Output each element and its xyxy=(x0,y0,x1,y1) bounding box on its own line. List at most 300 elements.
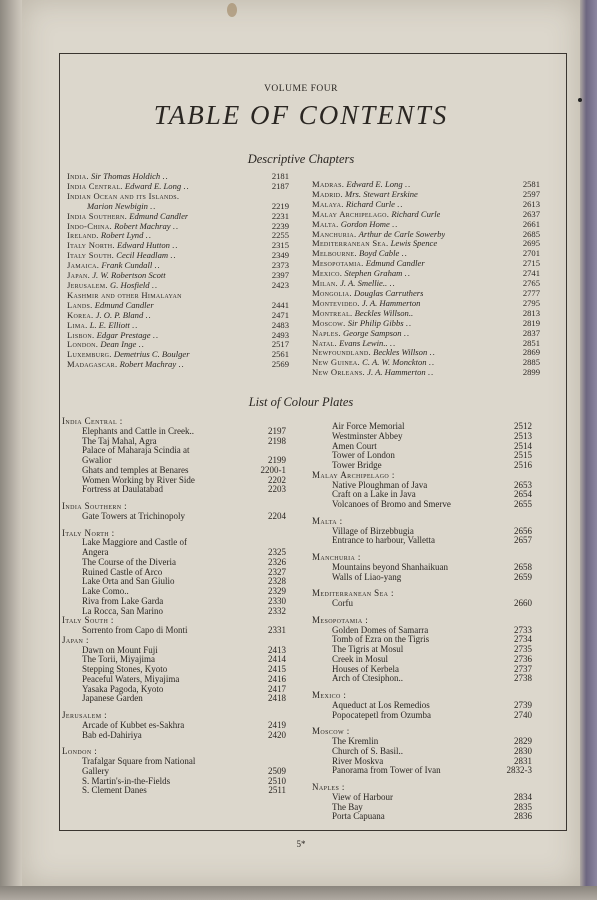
chapter-row xyxy=(312,269,540,279)
plate-title: Panorama from Tower of Ivan xyxy=(332,765,441,776)
plate-page: 2325 xyxy=(268,547,286,557)
leader-dots: .. xyxy=(429,348,436,358)
chapter-place: Natal. xyxy=(312,338,338,348)
chapter-author: Evans Lewin.. xyxy=(339,338,388,348)
plate-title: Westminster Abbey xyxy=(332,430,403,441)
leader-dots: .. xyxy=(172,221,180,231)
chapter-place: Korea. xyxy=(67,310,94,320)
chapter-row xyxy=(312,319,540,329)
chapter-entry xyxy=(67,350,190,360)
chapter-place: Madrid. xyxy=(312,189,343,199)
chapter-place: Lisbon. xyxy=(67,330,95,340)
leader-dots: .. xyxy=(401,249,408,259)
plate-page: 2829 xyxy=(514,736,532,746)
chapter-place: New Orleans. xyxy=(312,368,365,378)
plate-title: Amen Court xyxy=(332,440,377,451)
leader-dots: .. xyxy=(162,172,169,181)
chapter-entry xyxy=(312,200,403,210)
plate-page: 2830 xyxy=(514,745,532,756)
chapter-place: Italy South. xyxy=(67,251,115,261)
plate-row xyxy=(312,766,532,776)
plate-title: Yasaka Pagoda, Kyoto xyxy=(82,683,164,694)
chapter-author: Edgar Prestage xyxy=(96,330,151,340)
plate-page: 2657 xyxy=(514,535,532,546)
chapter-entry xyxy=(312,269,411,279)
plate-section-heading: London : xyxy=(62,746,98,757)
plate-title: Craft on a Lake in Java xyxy=(332,489,416,500)
plate-title: Peaceful Waters, Miyajima xyxy=(82,673,180,684)
chapter-place: Mexico. xyxy=(312,269,343,279)
chapter-place: Newfoundland. xyxy=(312,348,371,358)
chapter-row xyxy=(312,348,540,358)
plate-section-heading: India Central : xyxy=(62,416,123,426)
plate-section-heading: Manchuria : xyxy=(312,552,361,562)
leader-dots: .. xyxy=(152,330,159,340)
leader-dots: .. xyxy=(172,241,179,251)
chapter-page: 2315 xyxy=(271,240,289,251)
plate-title: The Course of the Diveria xyxy=(82,556,176,567)
plate-title: Women Working by River Side xyxy=(82,474,195,485)
plate-title: Golden Domes of Samarra xyxy=(332,624,429,635)
page-bottom-shadow xyxy=(0,886,597,900)
plate-page: 2329 xyxy=(268,586,286,596)
chapter-entry xyxy=(312,368,434,378)
plate-section-heading: Italy North : xyxy=(62,527,115,538)
chapter-author: Robert Machray xyxy=(119,360,177,370)
chapter-entry xyxy=(67,271,166,281)
plate-title: The Bay xyxy=(332,801,363,812)
plate-title: Tomb of Ezra on the Tigris xyxy=(332,634,430,645)
leader-dots: .. xyxy=(178,360,185,370)
chapter-page: 2397 xyxy=(271,270,289,281)
chapter-entry xyxy=(67,360,185,370)
chapter-page: 2869 xyxy=(522,347,540,358)
chapter-page: 2777 xyxy=(522,287,540,298)
plate-page: 2419 xyxy=(268,719,286,730)
plate-page: 2516 xyxy=(514,460,532,470)
leader-dots: .. xyxy=(154,261,161,271)
plate-row xyxy=(62,512,286,522)
plate-title: Stepping Stones, Kyoto xyxy=(82,664,168,674)
plate-page: 2659 xyxy=(514,571,532,582)
chapter-place: Lands. xyxy=(67,300,93,310)
chapter-place: Manchuria. xyxy=(312,229,357,239)
leader-dots: .. xyxy=(389,338,397,348)
plate-title: Air Force Memorial xyxy=(332,421,405,431)
chapter-row xyxy=(312,309,540,319)
plate-title: S. Martin's-in-the-Fields xyxy=(82,775,171,786)
plate-title: Corfu xyxy=(332,598,353,608)
chapter-place: Madagascar. xyxy=(67,360,118,370)
plate-page: 2420 xyxy=(268,729,286,740)
chapter-page: 2637 xyxy=(522,208,540,219)
chapter-row xyxy=(67,212,289,222)
plate-page: 2326 xyxy=(268,556,286,567)
plate-page: 2416 xyxy=(268,673,286,684)
chapter-author: Marion Newbigin xyxy=(87,201,148,211)
chapter-row xyxy=(67,251,289,261)
chapter-author: Sir Thomas Holdich xyxy=(90,172,161,181)
plate-section-heading: Malta : xyxy=(312,515,343,526)
plate-row xyxy=(312,599,532,609)
chapter-author: Edmund Candler xyxy=(94,300,154,310)
chapter-row xyxy=(312,230,540,240)
plate-page: 2198 xyxy=(268,435,286,446)
spacer xyxy=(312,510,532,517)
plate-page: 2509 xyxy=(268,765,286,776)
chapter-entry xyxy=(312,259,425,269)
plate-page: 2653 xyxy=(514,479,532,490)
chapter-page: 2695 xyxy=(522,238,540,249)
chapter-entry xyxy=(312,249,408,259)
stain-mark xyxy=(227,3,237,17)
plate-title: Mountains beyond Shanhaikuan xyxy=(332,561,448,572)
plate-title: Angera xyxy=(82,547,109,557)
chapter-author: Edward Hutton xyxy=(117,241,170,251)
chapter-row xyxy=(67,172,289,182)
chapter-page: 2819 xyxy=(522,317,540,328)
chapter-entry xyxy=(67,321,138,331)
chapter-author: J. O. P. Bland xyxy=(95,310,144,320)
chapter-author: Dean Inge xyxy=(100,340,137,350)
chapter-row xyxy=(67,340,289,350)
chapter-place: Japan. xyxy=(67,271,91,281)
plate-row xyxy=(62,731,286,741)
leader-dots: .. xyxy=(397,199,404,209)
leader-dots: .. xyxy=(151,280,159,290)
chapter-page: 2471 xyxy=(271,309,289,320)
plate-row xyxy=(312,536,532,546)
plate-page: 2327 xyxy=(268,566,286,577)
chapter-place: Malta. xyxy=(312,219,339,229)
chapter-entry xyxy=(312,339,396,349)
plate-page: 2328 xyxy=(268,576,286,587)
chapter-place: Naples. xyxy=(312,328,341,338)
chapter-place: Melbourne. xyxy=(312,249,357,259)
chapter-author: Edward E. Long xyxy=(124,181,182,191)
chapter-row xyxy=(67,182,289,192)
chapter-author: J. A. Hammerton xyxy=(361,298,421,308)
chapter-place: Madras. xyxy=(312,180,345,189)
plate-page: 2735 xyxy=(514,644,532,654)
chapter-entry xyxy=(312,329,410,339)
plate-row xyxy=(62,786,286,796)
chapter-author: Edward E. Long xyxy=(346,180,403,189)
plate-title: Lake Maggiore and Castle of xyxy=(82,537,187,548)
plate-title: Aqueduct at Los Remedios xyxy=(332,699,430,710)
chapter-row xyxy=(312,180,540,190)
chapter-author: Boyd Cable xyxy=(358,249,400,259)
chapter-row xyxy=(67,281,289,291)
leader-dots: .. xyxy=(132,320,139,330)
chapter-entry xyxy=(312,309,413,319)
plate-section-heading: Mexico : xyxy=(312,690,347,700)
chapter-row xyxy=(312,289,540,299)
chapter-page: 2613 xyxy=(522,198,540,209)
chapter-row xyxy=(67,321,289,331)
chapter-place: Montevideo. xyxy=(312,298,360,308)
chapter-page: 2661 xyxy=(522,218,540,229)
chapter-place: Jerusalem. xyxy=(67,280,108,290)
chapter-author: Edmund Candler xyxy=(129,211,189,221)
plate-title: View of Harbour xyxy=(332,791,393,802)
chapter-entry xyxy=(67,172,169,182)
plate-title: Elephants and Cattle in Creek.. xyxy=(82,425,194,436)
chapter-entry xyxy=(312,239,437,249)
chapter-place: India Southern. xyxy=(67,211,128,221)
plate-title: Sorrento from Capo di Monti xyxy=(82,625,188,635)
chapter-entry xyxy=(67,251,177,261)
page-number: 5* xyxy=(296,839,306,849)
plate-page: 2654 xyxy=(514,489,532,500)
chapter-page: 2597 xyxy=(522,188,540,199)
chapter-page: 2423 xyxy=(271,279,289,290)
plate-title: Fortress at Daulatabad xyxy=(82,484,163,495)
plate-row xyxy=(312,812,532,822)
chapter-entry xyxy=(312,299,420,309)
plate-title: Dawn on Mount Fuji xyxy=(82,644,158,655)
plate-title: Gwalior xyxy=(82,455,112,465)
chapter-page: 2483 xyxy=(271,319,289,330)
chapter-page: 2373 xyxy=(271,260,289,271)
chapter-entry xyxy=(67,231,152,241)
chapter-entry xyxy=(312,358,435,368)
chapter-author: J. W. Robertson Scott xyxy=(92,271,166,281)
chapter-row xyxy=(312,279,540,289)
chapter-row xyxy=(67,261,289,271)
chapter-place: Jamaica. xyxy=(67,261,100,271)
chapter-page: 2837 xyxy=(522,327,540,338)
plate-title: Tower of London xyxy=(332,450,395,461)
chapter-entry xyxy=(312,180,411,190)
chapter-author: J. A. Smellie.. xyxy=(340,279,388,289)
chapter-page: 2885 xyxy=(522,357,540,368)
chapter-page: 2715 xyxy=(522,258,540,269)
leader-dots: .. xyxy=(405,318,413,328)
chapter-place: Mesopotamia. xyxy=(312,259,364,269)
chapter-row xyxy=(312,259,540,269)
plate-title: Gallery xyxy=(82,765,109,776)
chapter-place: India. xyxy=(67,172,89,181)
chapter-author: G. Hosfield xyxy=(109,280,150,290)
plate-title: Tower Bridge xyxy=(332,460,382,470)
plate-title: S. Clement Danes xyxy=(82,785,147,796)
chapter-entry xyxy=(67,212,188,222)
plate-section-heading: Naples : xyxy=(312,782,345,792)
chapter-row xyxy=(67,301,289,311)
chapter-place: Montreal. xyxy=(312,308,353,318)
chapter-entry xyxy=(312,289,423,299)
page-title: TABLE OF CONTENTS xyxy=(153,100,449,130)
chapter-row xyxy=(312,210,540,220)
plate-title: The Kremlin xyxy=(332,736,379,746)
plate-page: 2656 xyxy=(514,525,532,536)
plate-page: 2511 xyxy=(268,785,286,796)
plate-page: 2655 xyxy=(514,499,532,509)
plate-title: Entrance to harbour, Valletta xyxy=(332,535,435,546)
leader-dots: .. xyxy=(428,358,436,368)
chapter-page: 2561 xyxy=(271,349,289,360)
chapter-page: 2231 xyxy=(271,210,289,221)
plate-row xyxy=(312,674,532,684)
chapter-entry xyxy=(67,261,161,271)
chapter-page: 2701 xyxy=(522,248,540,259)
leader-dots: .. xyxy=(170,251,177,261)
plate-title: Porta Capuana xyxy=(332,811,385,822)
plate-page: 2834 xyxy=(514,791,532,802)
chapter-author: Beckles Willson xyxy=(373,348,428,358)
chapter-entry xyxy=(312,319,412,329)
chapter-row xyxy=(67,350,289,360)
plate-page: 2658 xyxy=(514,561,532,572)
leader-dots: .. xyxy=(427,368,435,378)
chapter-row xyxy=(67,271,289,281)
plate-page: 2512 xyxy=(514,421,532,431)
chapter-page: 2349 xyxy=(271,250,289,261)
chapter-author: Richard Curle xyxy=(345,199,395,209)
descriptive-heading: Descriptive Chapters xyxy=(247,152,355,166)
plate-page: 2836 xyxy=(514,811,532,822)
plate-title: Gate Towers at Trichinopoly xyxy=(82,510,185,521)
chapter-author: Arthur de Carle Sowerby xyxy=(358,229,446,239)
chapter-page: 2581 xyxy=(522,179,540,189)
plate-title: Church of S. Basil.. xyxy=(332,745,403,756)
chapter-entry xyxy=(67,291,182,301)
chapter-row xyxy=(312,329,540,339)
plate-page: 2414 xyxy=(268,654,286,665)
plate-title: River Moskva xyxy=(332,755,384,766)
chapter-row xyxy=(67,331,289,341)
chapter-author: George Sampson xyxy=(342,328,402,338)
plate-title: The Taj Mahal, Agra xyxy=(82,435,157,446)
plate-title: The Torii, Miyajima xyxy=(82,654,155,665)
plate-section-heading: India Southern : xyxy=(62,501,128,511)
chapter-entry xyxy=(67,222,179,232)
plate-title: Palace of Maharaja Scindia at xyxy=(82,445,190,456)
chapter-entry xyxy=(67,301,154,311)
plate-row xyxy=(62,485,286,495)
descriptive-list-left xyxy=(67,172,289,370)
chapter-author: Stephen Graham xyxy=(344,269,403,279)
chapter-place: Mediterranean Sea. xyxy=(312,239,389,249)
chapter-entry xyxy=(312,210,440,220)
chapter-page: 2255 xyxy=(271,230,289,241)
chapter-author: Edmund Candler xyxy=(365,259,425,269)
plate-section-heading: Jerusalem : xyxy=(62,710,107,720)
chapter-page: 2741 xyxy=(522,268,540,279)
chapter-page: 2569 xyxy=(271,359,289,370)
plate-page: 2831 xyxy=(514,755,532,766)
volume-label: VOLUME FOUR xyxy=(264,84,338,94)
chapter-author: Cecil Headlam xyxy=(116,251,169,261)
chapter-place: Italy North. xyxy=(67,241,115,251)
chapter-row xyxy=(67,360,289,370)
plate-page: 2835 xyxy=(514,801,532,812)
chapter-row xyxy=(312,368,540,378)
leader-dots: .. xyxy=(404,180,412,189)
plate-page: 2199 xyxy=(268,455,286,465)
chapter-author: Beckles Willson.. xyxy=(354,308,414,318)
chapter-place: Luxemburg. xyxy=(67,350,112,360)
plate-title: Lake Como.. xyxy=(82,586,129,596)
book-page xyxy=(22,0,580,886)
chapter-page: 2441 xyxy=(271,299,289,310)
plate-title: Popocatepetl from Ozumba xyxy=(332,709,431,720)
plate-page: 2513 xyxy=(514,430,532,441)
chapter-entry xyxy=(67,281,158,291)
plate-row xyxy=(312,573,532,583)
chapter-place: London. xyxy=(67,340,99,350)
chapter-page: 2181 xyxy=(271,171,289,181)
plates-heading: List of Colour Plates xyxy=(248,395,354,409)
chapter-row xyxy=(67,202,289,212)
plate-title: Lake Orta and San Giulio xyxy=(82,576,175,587)
chapter-place: Lima. xyxy=(67,320,88,330)
plate-title: Arcade of Kubbet es-Sakhra xyxy=(82,719,185,730)
plate-section-heading: Moscow : xyxy=(312,726,350,737)
chapter-row xyxy=(67,231,289,241)
chapter-place: New Guinea. xyxy=(312,358,360,368)
chapter-row xyxy=(312,190,540,200)
chapter-row xyxy=(67,222,289,232)
plate-page: 2739 xyxy=(514,699,532,710)
chapter-author: Demetrius C. Boulger xyxy=(113,350,190,360)
chapter-row xyxy=(312,299,540,309)
chapter-page: 2517 xyxy=(271,339,289,350)
chapter-entry xyxy=(67,311,152,321)
chapter-page: 2899 xyxy=(522,367,540,378)
plate-title: La Rocca, San Marino xyxy=(82,605,163,616)
plate-page: 2736 xyxy=(514,653,532,664)
plates-list-right xyxy=(312,422,532,822)
chapter-author: Lewis Spence xyxy=(390,239,438,249)
plate-title: Arch of Ctesiphon.. xyxy=(332,673,403,684)
chapter-row xyxy=(312,220,540,230)
leader-dots: .. xyxy=(150,201,157,211)
plate-page: 2200-1 xyxy=(260,464,286,475)
plate-section-heading: Japan : xyxy=(62,634,89,645)
chapter-row xyxy=(312,358,540,368)
leader-dots: .. xyxy=(183,181,190,191)
plate-page: 2417 xyxy=(268,683,286,694)
plate-title: Riva from Lake Garda xyxy=(82,595,164,606)
plate-page: 2660 xyxy=(514,598,532,608)
leader-dots: .. xyxy=(145,231,152,241)
book-fore-edge xyxy=(579,0,597,900)
plate-page: 2418 xyxy=(268,693,286,704)
plate-section-heading: Mesopotamia : xyxy=(312,614,369,625)
plate-page: 2330 xyxy=(268,595,286,606)
plate-page: 2832-3 xyxy=(506,765,532,776)
plate-title: Japanese Garden xyxy=(82,693,143,704)
plate-row xyxy=(62,626,286,636)
chapter-page: 2765 xyxy=(522,278,540,289)
plate-page: 2203 xyxy=(268,484,286,495)
chapter-author: Frank Cundall xyxy=(101,261,153,271)
plate-row xyxy=(312,500,532,510)
leader-dots: .. xyxy=(389,279,396,289)
leader-dots: .. xyxy=(404,269,411,279)
plate-page: 2515 xyxy=(514,450,532,461)
chapter-place: Milan. xyxy=(312,279,338,289)
chapter-place: Kashmir and other Himalayan xyxy=(67,290,182,300)
plate-title: Trafalgar Square from National xyxy=(82,756,196,766)
plate-page: 2737 xyxy=(514,663,532,674)
plate-page: 2740 xyxy=(514,709,532,720)
chapter-entry xyxy=(67,331,159,341)
chapter-page: 2795 xyxy=(522,297,540,308)
plate-page: 2733 xyxy=(514,624,532,635)
